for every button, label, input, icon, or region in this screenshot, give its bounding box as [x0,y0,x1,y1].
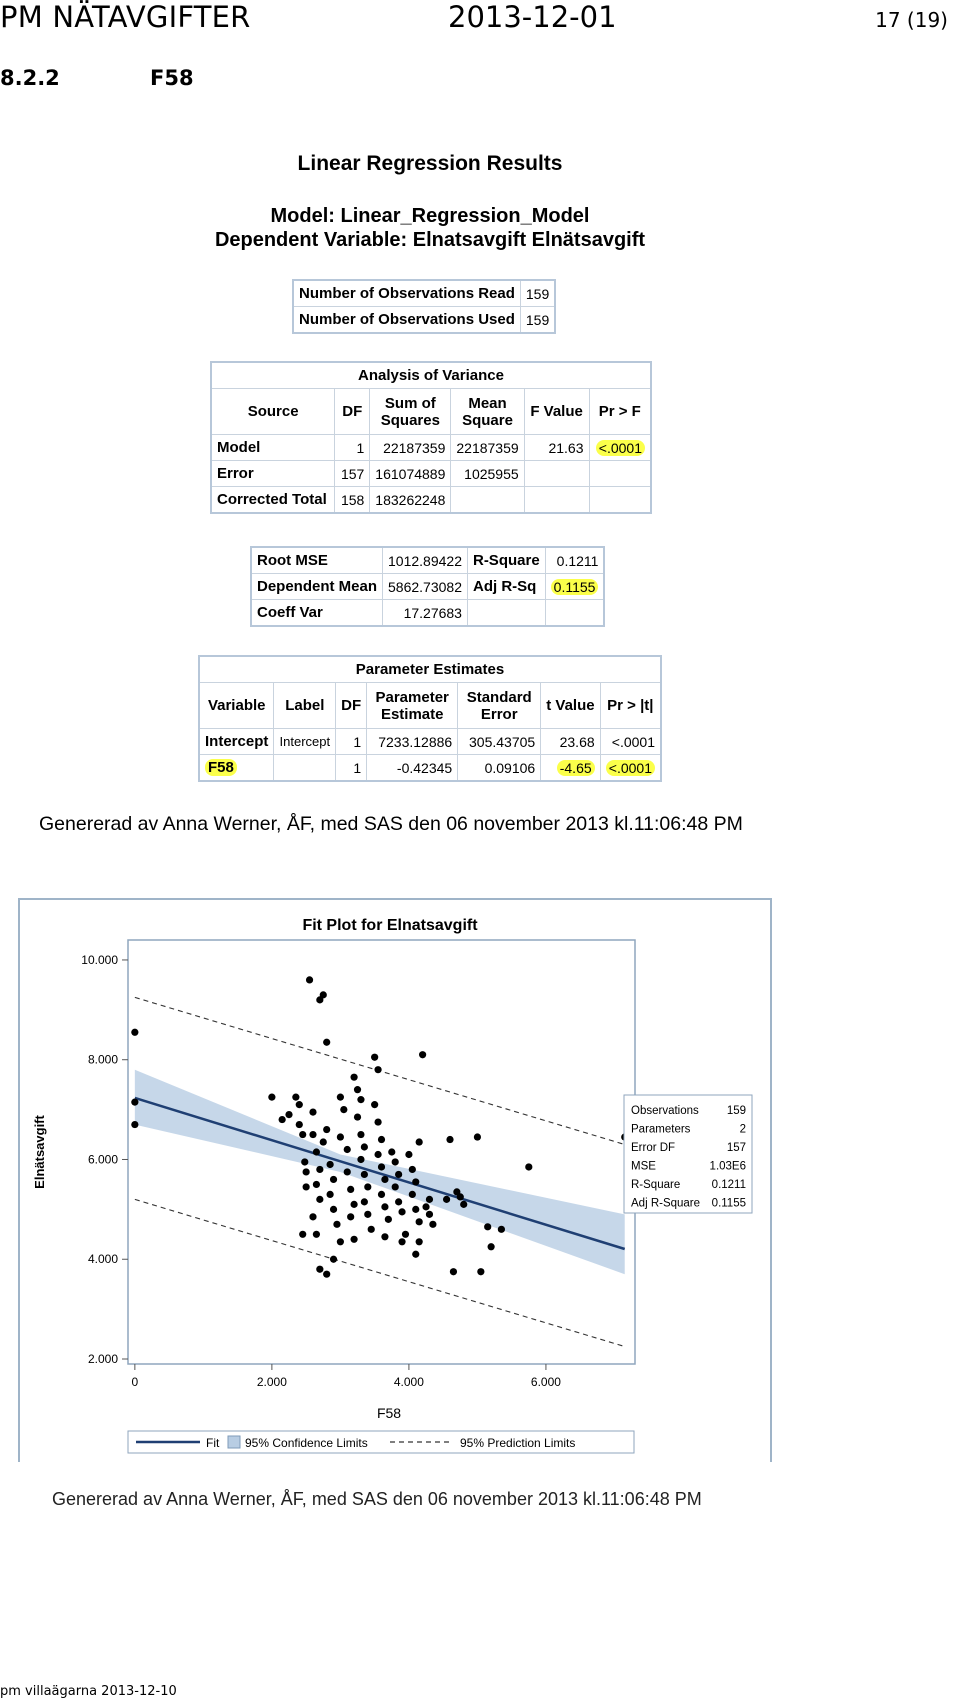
y-axis-label: Elnätsavgift [32,1115,47,1189]
results-title: Linear Regression Results [297,152,563,175]
fit-cell [545,600,604,627]
params-cell [274,755,336,782]
stats-value: 1.03E6 [709,1160,746,1173]
params-cell: 1 [336,755,367,782]
fit-plot [20,900,770,1462]
data-point [374,1066,381,1073]
anova-cell [589,487,651,514]
data-point [474,1133,481,1140]
params-caption: Parameter Estimates [199,656,661,683]
table-row [199,755,661,782]
data-point [429,1221,436,1228]
generated-note-plot: Genererad av Anna Werner, ÅF, med SAS den 06 november 2013 kl.11:06:48 PM [52,1489,702,1509]
legend-prediction-label: 95% Prediction Limits [460,1436,576,1450]
data-point [337,1238,344,1245]
data-point [337,1094,344,1101]
anova-cell: 158 [335,487,370,514]
anova-cell: 1 [335,435,370,461]
data-point [405,1151,412,1158]
data-point [320,991,327,998]
fit-cell: 0.1211 [545,547,604,574]
data-point [344,1168,351,1175]
data-point [402,1231,409,1238]
fit-cell: Coeff Var [251,600,383,627]
anova-cell: 21.63 [524,435,589,461]
data-point [357,1131,364,1138]
data-point [416,1218,423,1225]
data-point [131,1099,138,1106]
data-point [419,1051,426,1058]
anova-cell: 1025955 [451,461,524,487]
data-point [371,1054,378,1061]
data-point [422,1203,429,1210]
obs-read-label: Number of Observations Read [293,280,520,307]
data-point [337,1133,344,1140]
data-point [488,1243,495,1250]
fit-cell: R-Square [467,547,545,574]
stats-label: Error DF [631,1142,676,1154]
params-header: Parameter Estimate [367,683,458,729]
y-tick-label: 8.000 [87,1052,118,1067]
data-point [357,1096,364,1103]
data-point [388,1148,395,1155]
anova-header: F Value [524,389,589,435]
data-point [398,1208,405,1215]
header-title: PM NÄTAVGIFTER [0,0,251,34]
data-point [357,1156,364,1163]
fit-cell: Dependent Mean [251,574,383,600]
table-row [293,307,555,334]
data-point [285,1111,292,1118]
anova-cell: 22187359 [451,435,524,461]
data-point [416,1138,423,1145]
anova-cell: Error [211,461,335,487]
data-point [525,1163,532,1170]
plot-area [128,940,635,1364]
anova-cell [524,461,589,487]
parameter-estimates-table [198,655,662,782]
legend-fit-label: Fit [206,1436,220,1450]
stats-value: 159 [726,1105,746,1117]
section-title: F58 [150,66,194,90]
x-tick-label: 0 [131,1375,139,1389]
data-point [350,1074,357,1081]
legend-confidence-label: 95% Confidence Limits [245,1436,368,1450]
data-point [443,1196,450,1203]
params-header: Variable [199,683,274,729]
table-row [211,435,651,461]
data-point [409,1166,416,1173]
legend-confidence-swatch [228,1436,240,1448]
data-point [306,976,313,983]
data-point [457,1193,464,1200]
stats-label: MSE [631,1160,656,1173]
data-point [412,1251,419,1258]
stats-value: 0.1155 [711,1197,746,1210]
params-cell: 0.09106 [458,755,541,782]
data-point [368,1226,375,1233]
y-tick-label: 6.000 [87,1152,118,1167]
data-point [450,1268,457,1275]
highlighted-variable: F58 [205,759,237,776]
data-point [323,1271,330,1278]
data-point [347,1186,354,1193]
data-point [378,1191,385,1198]
anova-cell: 161074889 [370,461,451,487]
data-point [381,1233,388,1240]
data-point [416,1238,423,1245]
data-point [354,1113,361,1120]
data-point [303,1168,310,1175]
header-date: 2013-12-01 [448,0,617,34]
data-point [327,1161,334,1168]
data-point [131,1029,138,1036]
data-point [316,1166,323,1173]
data-point [323,1126,330,1133]
params-cell: <.0001 [600,729,661,755]
x-tick-label: 4.000 [393,1375,424,1389]
legend [128,1431,634,1453]
data-point [316,1196,323,1203]
data-point [313,1181,320,1188]
data-point [327,1191,334,1198]
anova-header: DF [335,389,370,435]
data-point [381,1176,388,1183]
data-point [350,1201,357,1208]
stats-value: 0.1211 [711,1179,746,1191]
obs-used-value: 159 [520,307,555,334]
params-cell: -0.42345 [367,755,458,782]
model-name: Model: Linear_Regression_Model [270,205,590,227]
data-point [296,1121,303,1128]
fit-plot-frame [18,898,772,1462]
data-point [309,1131,316,1138]
table-row [251,547,604,574]
data-point [292,1094,299,1101]
page-footer: pm villaägarna 2013-12-10 [0,1684,177,1699]
observations-table [292,279,556,334]
fit-statistics-table [250,546,605,627]
stats-label: R-Square [631,1179,681,1191]
fit-cell: 1012.89422 [383,547,468,574]
data-point [309,1213,316,1220]
fit-cell: Adj R-Sq [467,574,545,600]
table-row [211,461,651,487]
data-point [361,1198,368,1205]
data-point [313,1231,320,1238]
data-point [268,1094,275,1101]
params-cell: 23.68 [541,729,600,755]
data-point [446,1136,453,1143]
data-point [333,1221,340,1228]
data-point [378,1163,385,1170]
anova-cell: 183262248 [370,487,451,514]
anova-cell: Model [211,435,335,461]
data-point [301,1158,308,1165]
data-point [392,1158,399,1165]
stats-label: Adj R-Square [631,1197,701,1210]
data-point [316,1266,323,1273]
anova-cell: 22187359 [370,435,451,461]
data-point [347,1213,354,1220]
stats-value: 157 [726,1142,746,1154]
anova-header: Pr > F [589,389,651,435]
fit-cell: 5862.73082 [383,574,468,600]
highlighted-pvalue: <.0001 [606,760,655,776]
data-point [299,1231,306,1238]
data-point [303,1183,310,1190]
anova-cell [589,461,651,487]
obs-used-label: Number of Observations Used [293,307,520,334]
data-point [330,1256,337,1263]
data-point [340,1106,347,1113]
anova-cell [524,487,589,514]
params-cell: 7233.12886 [367,729,458,755]
data-point [350,1236,357,1243]
data-point [395,1198,402,1205]
y-tick-label: 10.000 [81,952,118,967]
params-header: DF [336,683,367,729]
data-point [309,1108,316,1115]
data-point [320,1138,327,1145]
data-point [484,1223,491,1230]
data-point [498,1226,505,1233]
data-point [378,1136,385,1143]
data-point [330,1206,337,1213]
data-point [299,1131,306,1138]
table-row [211,487,651,514]
x-axis-label: F58 [376,1405,402,1421]
data-point [374,1118,381,1125]
fit-cell: Root MSE [251,547,383,574]
data-point [354,1086,361,1093]
table-row [199,729,661,755]
data-point [460,1201,467,1208]
params-header: t Value [541,683,600,729]
data-point [412,1178,419,1185]
params-cell: 1 [336,729,367,755]
y-tick-label: 4.000 [87,1252,118,1267]
data-point [477,1268,484,1275]
obs-read-value: 159 [520,280,555,307]
data-point [313,1148,320,1155]
y-tick-label: 2.000 [87,1352,118,1367]
section-number: 8.2.2 [0,66,60,90]
params-header: Standard Error [458,683,541,729]
table-row [251,574,604,600]
generated-note: Genererad av Anna Werner, ÅF, med SAS den 06 november 2013 kl.11:06:48 PM [39,813,743,835]
data-point [361,1171,368,1178]
data-point [426,1196,433,1203]
data-point [364,1183,371,1190]
data-point [131,1121,138,1128]
data-point [364,1211,371,1218]
chart-title: Fit Plot for Elnatsavgift [302,917,478,934]
stats-value: 2 [739,1123,746,1136]
data-point [361,1143,368,1150]
highlighted-pvalue: <.0001 [596,440,645,456]
data-point [330,1176,337,1183]
data-point [392,1183,399,1190]
data-point [426,1211,433,1218]
anova-table [210,361,652,514]
data-point [381,1203,388,1210]
data-point [395,1171,402,1178]
data-point [323,1039,330,1046]
data-point [279,1116,286,1123]
x-tick-label: 2.000 [256,1375,287,1389]
table-row [251,600,604,627]
data-point [385,1216,392,1223]
params-header: Pr > |t| [600,683,661,729]
stats-label: Observations [631,1105,699,1117]
fit-cell: 17.27683 [383,600,468,627]
anova-cell [451,487,524,514]
data-point [374,1151,381,1158]
data-point [296,1101,303,1108]
data-point [371,1101,378,1108]
anova-caption: Analysis of Variance [211,362,651,389]
data-point [398,1238,405,1245]
highlighted-tvalue: -4.65 [557,760,595,776]
x-tick-label: 6.000 [530,1375,561,1389]
anova-header: Source [211,389,335,435]
anova-header: Mean Square [451,389,524,435]
anova-header: Sum of Squares [370,389,451,435]
anova-cell: Corrected Total [211,487,335,514]
data-point [409,1191,416,1198]
params-cell: Intercept [199,729,274,755]
fit-cell [467,600,545,627]
data-point [344,1146,351,1153]
anova-cell: 157 [335,461,370,487]
data-point [412,1206,419,1213]
stats-box [624,1095,752,1213]
header-page-number: 17 (19) [875,8,948,32]
params-cell: 305.43705 [458,729,541,755]
table-row [293,280,555,307]
stats-label: Parameters [631,1123,691,1136]
highlighted-adj-rsq: 0.1155 [551,579,599,595]
dependent-variable: Dependent Variable: Elnatsavgift Elnätsavgift [214,229,646,251]
params-cell: Intercept [274,729,336,755]
params-header: Label [274,683,336,729]
